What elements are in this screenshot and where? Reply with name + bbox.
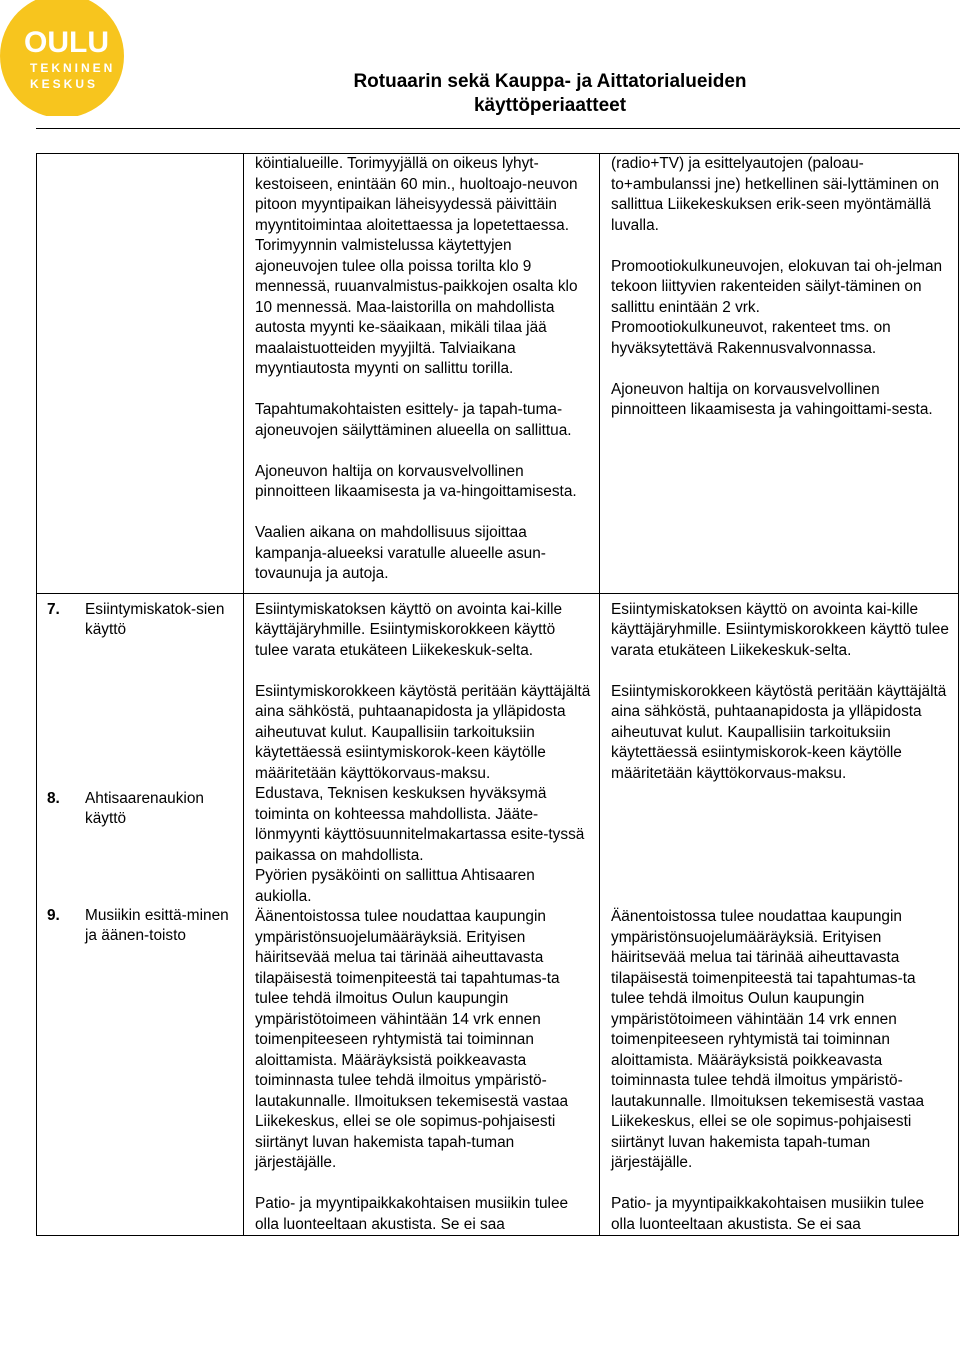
- paragraph: Esiintymiskorokkeen käytöstä peritään käyttäjältä aina sähköstä, puhtaanapidosta ja ylläpidosta aiheutuvat kulut. Kaupallisiin tarkoituksiin käytettäessä esiintymiskorok-keen käytölle määritetään käyttökorvaus-maksu.: [611, 682, 947, 782]
- rule-cell: [600, 154, 959, 594]
- rules-table: [36, 153, 959, 1236]
- paragraph: Pyörien pysäköinti on sallittua Ahtisaaren aukiolla.: [255, 867, 535, 905]
- row-label-cell: [37, 154, 244, 594]
- paragraph: Äänentoistossa tulee noudattaa kaupungin ympäristönsuojelumääräyksiä. Erityisen häiritsevää melua tai tärinää aiheuttavasta tilapäisestä toimenpiteestä tai tapahtumas-ta tulee tehdä ilmoitus Oulun kaupungin ympäristötoimeen vähintään 14 vrk ennen toimenpiteeseen ryhtymistä tai toiminnan aloittamista. Määräyksistä poikkeavasta toiminnasta tulee tehdä ilmoitus ympäristö-lautakunnalle. Ilmoituksen tekemisestä vastaa Liikekeskus, ellei se ole sopimus-pohjaisesti siirtänyt luvan hakemista tapah-tuman järjestäjälle.: [611, 908, 925, 1171]
- section-number: 8.: [47, 789, 60, 807]
- table-row: [37, 154, 959, 594]
- row-label-cell: [37, 593, 244, 1236]
- logo-main-text: OULU: [24, 26, 109, 59]
- paragraph: Esiintymiskatoksen käyttö on avointa kai-kille käyttäjäryhmille. Esiintymiskorokkeen käyttö tulee varata etukäteen Liikekeskuk-selta.: [255, 600, 563, 659]
- section-number: 7.: [47, 600, 60, 618]
- page-title: [300, 70, 800, 118]
- paragraph: Vaalien aikana on mahdollisuus sijoittaa kampanja-alueeksi varatulle alueelle asun-tovaunuja ja autoja.: [255, 524, 546, 582]
- rule-cell: [244, 593, 600, 1236]
- paragraph: köintialueille. Torimyyjällä on oikeus lyhyt-kestoiseen, enintään 60 min., huoltoajo-neuvon pitoon myyntipaikan läheisyydessä päivittäin myyntitoimintaa aloitettaessa ja lopetettaessa. Torimyynnin valmistelussa käytettyjen ajoneuvojen tulee olla poissa torilta klo 9 mennessä, ruuanvalmistus-paikkojen osalta klo 10 mennessä. Maa-laistorilla on mahdollista autosta myynti ke-säaikaan, mikäli tilaa jää maalaistuotteiden myyjiltä. Talviaikana myyntiautosta myynti on sallittu torilla.: [255, 155, 578, 377]
- header-divider: [36, 128, 960, 129]
- logo-line1-text: TEKNINEN: [30, 61, 116, 75]
- section-label: Ahtisaarenaukion käyttö: [85, 789, 204, 827]
- paragraph: Patio- ja myyntipaikkakohtaisen musiikin tulee olla luonteeltaan akustista. Se ei saa: [611, 1195, 925, 1233]
- paragraph: Edustava, Teknisen keskuksen hyväksymä toiminta on kohteessa mahdollista. Jääte-lönmyynti käyttösuunnitelmakartassa esite-tyssä paikassa on mahdollista.: [255, 785, 585, 864]
- rule-cell: [244, 154, 600, 594]
- paragraph: Esiintymiskatoksen käyttö on avointa kai-kille käyttäjäryhmille. Esiintymiskorokkeen käyttö tulee varata etukäteen Liikekeskuk-selta.: [611, 600, 949, 659]
- section-label: Musiikin esittä-minen ja äänen-toisto: [85, 906, 229, 944]
- paragraph: Ajoneuvon haltija on korvausvelvollinen pinnoitteen likaamisesta ja vahingoittami-sesta.: [611, 380, 933, 418]
- title-line-2: käyttöperiaatteet: [473, 95, 627, 116]
- rule-cell: [600, 593, 959, 1236]
- title-line-1: Rotuaarin sekä Kauppa- ja Aittatorialueiden: [353, 71, 747, 92]
- paragraph: (radio+TV) ja esittelyautojen (paloau-to+ambulanssi jne) hetkellinen säi-lyttäminen on sallittua Liikekeskuksen erik-seen myöntämällä luvalla.: [611, 155, 940, 234]
- paragraph: Patio- ja myyntipaikkakohtaisen musiikin tulee olla luonteeltaan akustista. Se ei saa: [255, 1195, 569, 1233]
- paragraph: Promootiokulkuneuvojen, elokuvan tai oh-jelman tekoon liittyvien rakenteiden säilyt-täminen on sallittu enintään 2 vrk.: [611, 257, 943, 316]
- section-label: Esiintymiskatok-sien käyttö: [85, 600, 225, 638]
- paragraph: Tapahtumakohtaisten esittely- ja tapah-tuma-ajoneuvojen säilyttäminen alueella on sallittua.: [255, 401, 572, 439]
- paragraph: Esiintymiskorokkeen käytöstä peritään käyttäjältä aina sähköstä, puhtaanapidosta ja ylläpidosta aiheutuvat kulut. Kaupallisiin tarkoituksiin käytettäessä esiintymiskorok-keen käytölle määritetään käyttökorvaus-maksu.: [255, 682, 591, 782]
- paragraph: Ajoneuvon haltija on korvausvelvollinen pinnoitteen likaamisesta ja va-hingoittamisesta.: [255, 462, 577, 500]
- table-row: [37, 593, 959, 1236]
- section-number: 9.: [47, 906, 60, 924]
- oulu-logo: [0, 0, 128, 116]
- paragraph: Äänentoistossa tulee noudattaa kaupungin ympäristönsuojelumääräyksiä. Erityisen häiritsevää melua tai tärinää aiheuttavasta tilapäisestä toimenpiteestä tai tapahtumas-ta tulee tehdä ilmoitus Oulun kaupungin ympäristötoimeen vähintään 14 vrk ennen toimenpiteeseen ryhtymistä tai toiminnan aloittamista. Määräyksistä poikkeavasta toiminnasta tulee tehdä ilmoitus ympäristö-lautakunnalle. Ilmoituksen tekemisestä vastaa Liikekeskus, ellei se ole sopimus-pohjaisesti siirtänyt luvan hakemista tapah-tuman järjestäjälle.: [255, 908, 569, 1171]
- paragraph: Promootiokulkuneuvot, rakenteet tms. on hyväksytettävä Rakennusvalvonnassa.: [611, 319, 891, 357]
- logo-line2-text: KESKUS: [30, 77, 99, 91]
